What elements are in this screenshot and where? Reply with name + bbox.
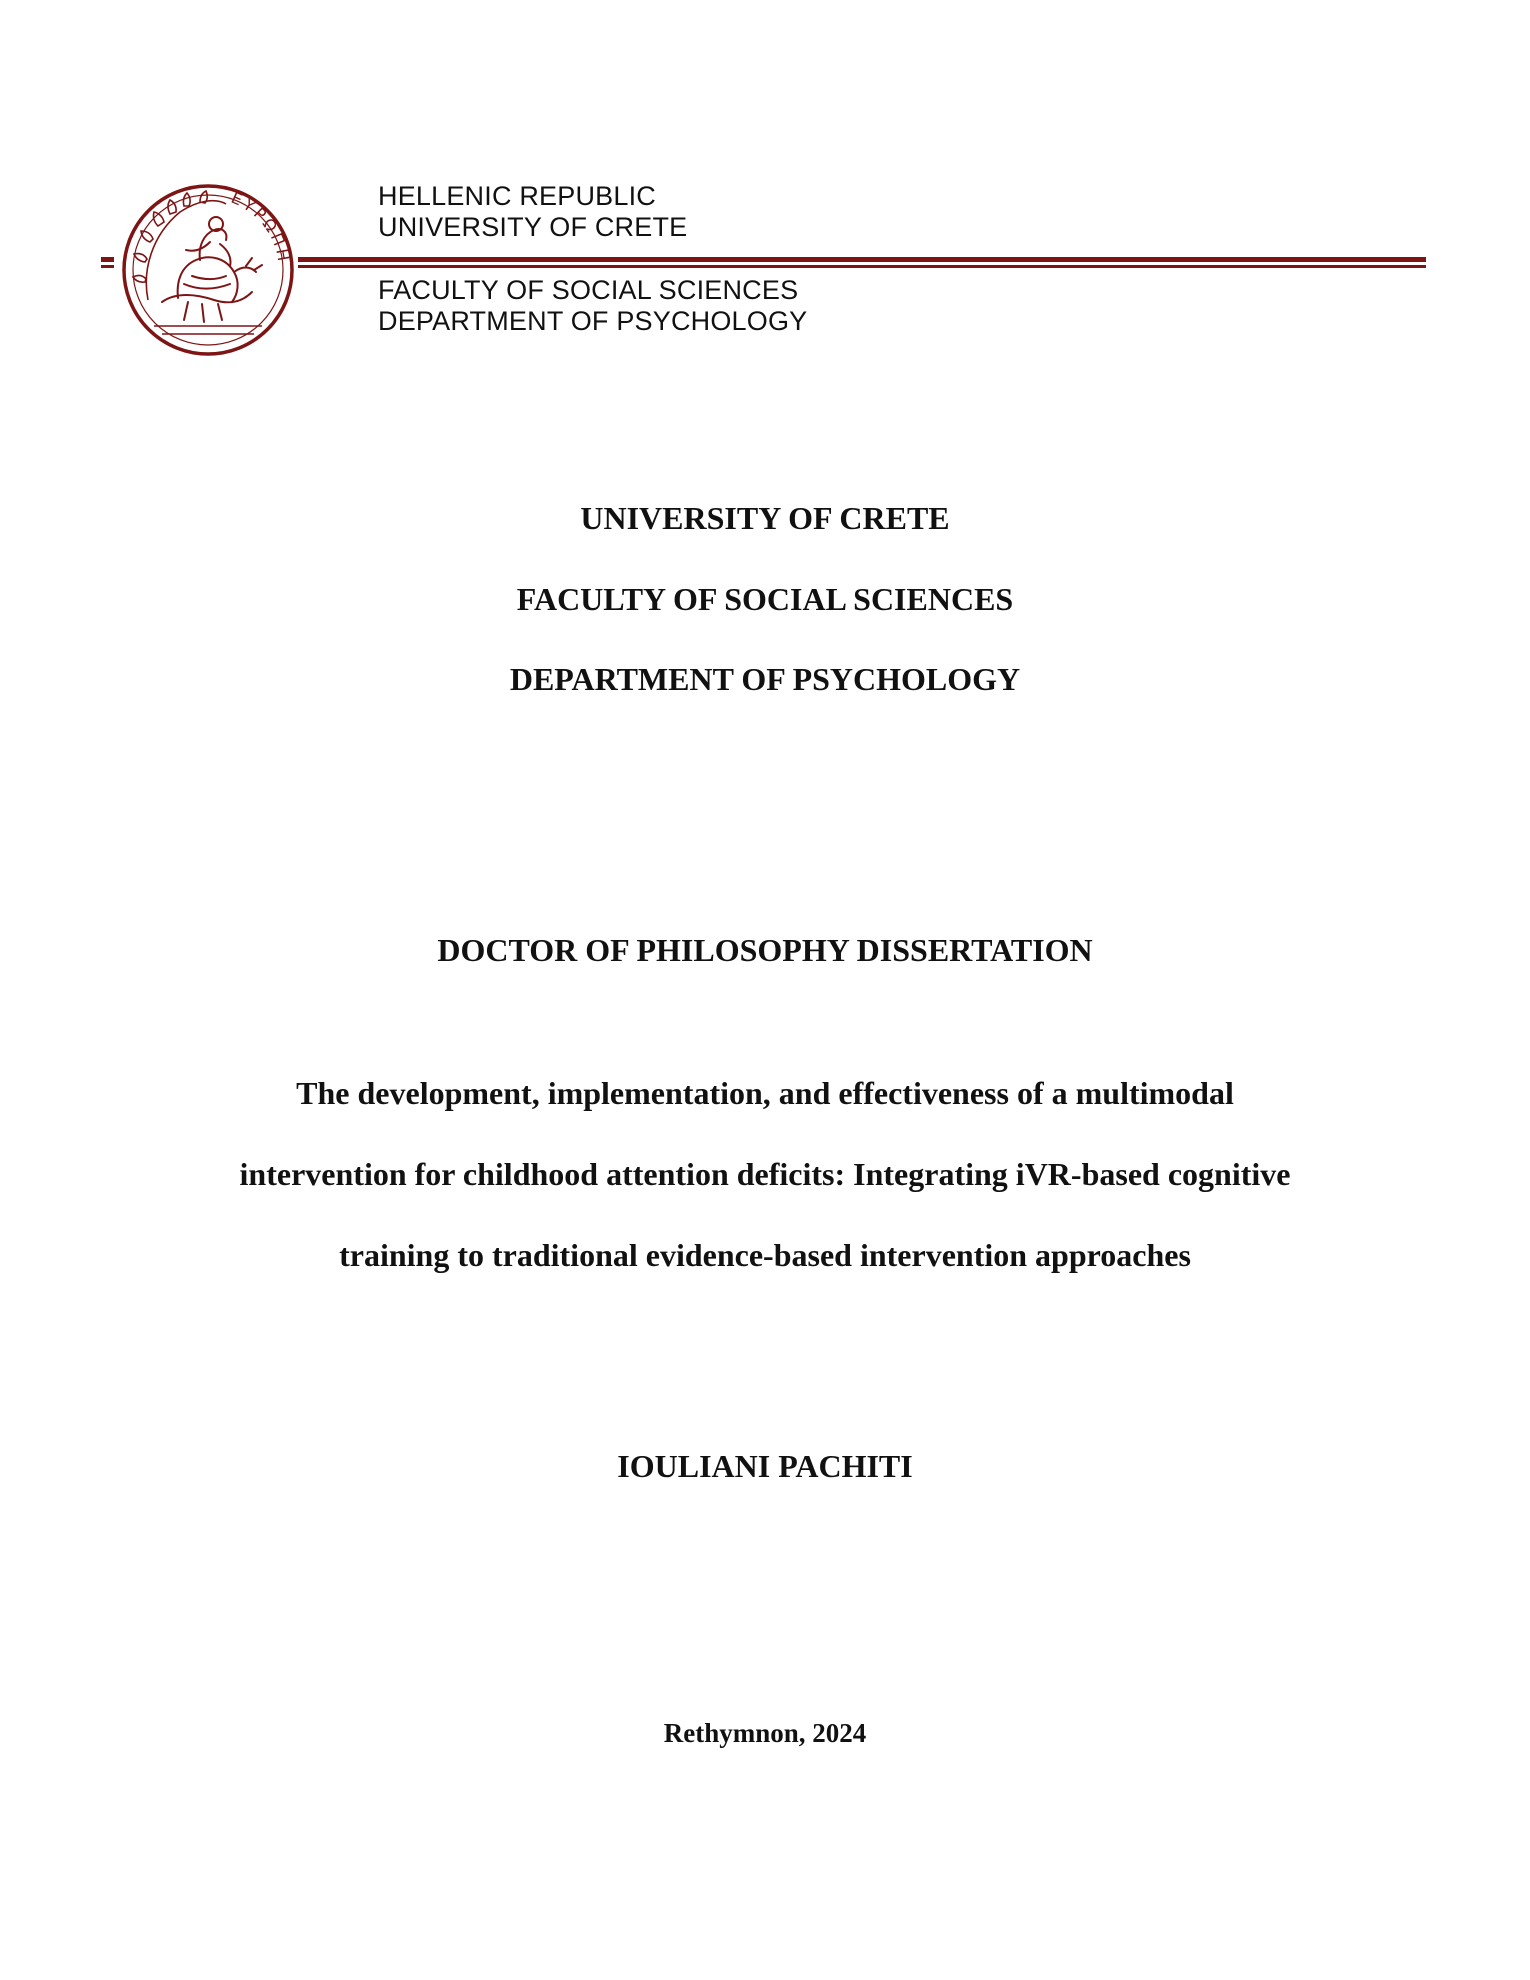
dissertation-title-line: training to traditional evidence-based intervention approaches [339, 1237, 1191, 1273]
letterhead-university: UNIVERSITY OF CRETE [378, 212, 688, 242]
institution-department: DEPARTMENT OF PSYCHOLOGY [509, 661, 1021, 697]
letterhead-rule [298, 257, 1426, 268]
svg-text:ΕΥΡΩΠΗ [228, 188, 293, 265]
dissertation-title-line: intervention for childhood attention deficits: Integrating iVR-based cognitive [239, 1156, 1291, 1192]
university-seal-icon [118, 180, 298, 360]
place-year: Rethymnon, 2024 [663, 1718, 867, 1748]
letterhead-bottom [378, 275, 807, 337]
dissertation-title-line: The development, implementation, and effectiveness of a multimodal [296, 1075, 1234, 1111]
institution-faculty: FACULTY OF SOCIAL SCIENCES [516, 581, 1014, 617]
letterhead-rule-left [101, 257, 114, 268]
seal-legend: ΕΥΡΩΠΗ [228, 187, 294, 266]
degree-heading: DOCTOR OF PHILOSOPHY DISSERTATION [437, 932, 1093, 968]
letterhead-faculty: FACULTY OF SOCIAL SCIENCES [378, 275, 799, 305]
letterhead-department: DEPARTMENT OF PSYCHOLOGY [378, 306, 808, 336]
letterhead-country: HELLENIC REPUBLIC [378, 181, 656, 211]
letterhead-top [378, 181, 687, 243]
institution-university: UNIVERSITY OF CRETE [580, 500, 950, 536]
author-name: IOULIANI PACHITI [617, 1448, 913, 1484]
